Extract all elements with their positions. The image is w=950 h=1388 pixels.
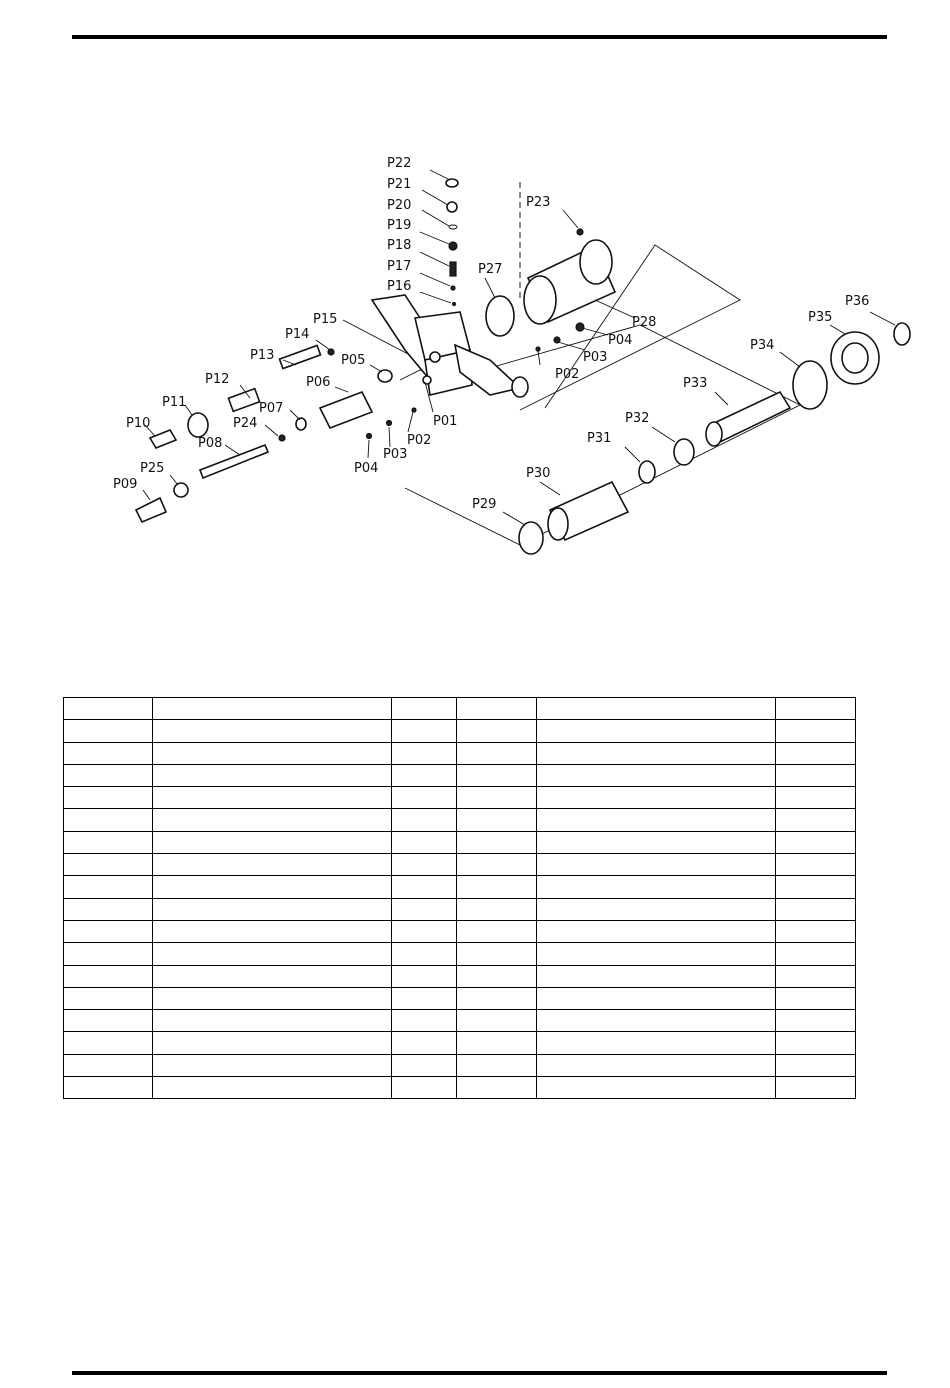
table-cell	[537, 787, 776, 809]
callout-p21: P21	[387, 177, 412, 192]
table-row	[64, 742, 856, 764]
table-cell	[537, 943, 776, 965]
callout-p05: P05	[341, 353, 366, 368]
table-row	[64, 1010, 856, 1032]
table-cell	[392, 920, 457, 942]
table-cell	[537, 698, 776, 720]
table-cell	[457, 876, 537, 898]
callout-p13: P13	[250, 348, 275, 363]
callout-p15: P15	[313, 312, 338, 327]
callout-p31: P31	[587, 431, 612, 446]
callout-p22: P22	[387, 156, 412, 171]
table-cell	[457, 720, 537, 742]
reservoir-tube	[524, 229, 615, 324]
table-cell	[457, 831, 537, 853]
table-cell	[457, 764, 537, 786]
table-cell	[392, 787, 457, 809]
table-cell	[64, 742, 153, 764]
bottom-rule	[72, 1371, 887, 1375]
table-row	[64, 943, 856, 965]
callout-p25: P25	[140, 461, 165, 476]
table-row	[64, 787, 856, 809]
table-cell	[776, 965, 856, 987]
table-cell	[392, 1032, 457, 1054]
table-cell	[64, 1032, 153, 1054]
table-cell	[153, 876, 392, 898]
table-cell	[776, 1077, 856, 1099]
table-cell	[64, 831, 153, 853]
callout-p17: P17	[387, 259, 412, 274]
table-cell	[537, 720, 776, 742]
table-cell	[392, 943, 457, 965]
callout-p04: P04	[354, 461, 379, 476]
table-row	[64, 1077, 856, 1099]
table-cell	[537, 1054, 776, 1076]
table-cell	[153, 920, 392, 942]
table-cell	[392, 698, 457, 720]
table-cell	[392, 1054, 457, 1076]
callout-p36: P36	[845, 294, 870, 309]
table-cell	[392, 876, 457, 898]
table-cell	[392, 720, 457, 742]
table-cell	[64, 809, 153, 831]
table-cell	[776, 787, 856, 809]
table-cell	[392, 854, 457, 876]
table-cell	[392, 898, 457, 920]
table-cell	[537, 742, 776, 764]
table-cell	[153, 1032, 392, 1054]
table-cell	[776, 987, 856, 1009]
table-cell	[153, 965, 392, 987]
table-cell	[776, 809, 856, 831]
table-row	[64, 1054, 856, 1076]
table-cell	[537, 898, 776, 920]
table-cell	[537, 809, 776, 831]
table-row	[64, 987, 856, 1009]
table-cell	[457, 809, 537, 831]
table-cell	[64, 787, 153, 809]
table-cell	[153, 898, 392, 920]
callout-p04: P04	[608, 333, 633, 348]
callout-p27: P27	[478, 262, 503, 277]
table-cell	[457, 787, 537, 809]
table-cell	[153, 698, 392, 720]
table-row	[64, 898, 856, 920]
table-cell	[457, 943, 537, 965]
table-cell	[776, 920, 856, 942]
table-row	[64, 854, 856, 876]
table-row	[64, 809, 856, 831]
table-cell	[776, 764, 856, 786]
table-cell	[537, 1010, 776, 1032]
callout-p28: P28	[632, 315, 657, 330]
callout-p06: P06	[306, 375, 331, 390]
table-cell	[64, 764, 153, 786]
table-row	[64, 965, 856, 987]
table-row	[64, 764, 856, 786]
table-cell	[64, 698, 153, 720]
o-ring-p27	[486, 296, 514, 336]
table-cell	[537, 876, 776, 898]
table-row	[64, 720, 856, 742]
callout-p18: P18	[387, 238, 412, 253]
table-cell	[64, 1054, 153, 1076]
table-cell	[153, 742, 392, 764]
table-cell	[153, 1054, 392, 1076]
callout-p32: P32	[625, 411, 650, 426]
valve-stack	[446, 179, 458, 306]
table-cell	[392, 987, 457, 1009]
callout-p07: P07	[259, 401, 284, 416]
table-cell	[776, 876, 856, 898]
callout-p35: P35	[808, 310, 833, 325]
table-cell	[392, 742, 457, 764]
table-cell	[776, 720, 856, 742]
callout-p33: P33	[683, 376, 708, 391]
table-cell	[537, 1032, 776, 1054]
table-cell	[776, 943, 856, 965]
table-cell	[776, 854, 856, 876]
callout-p29: P29	[472, 497, 497, 512]
table-cell	[537, 987, 776, 1009]
table-cell	[153, 720, 392, 742]
callout-p03: P03	[583, 350, 608, 365]
callout-p11: P11	[162, 395, 187, 410]
table-row	[64, 1032, 856, 1054]
table-cell	[537, 854, 776, 876]
table-cell	[392, 1077, 457, 1099]
table-cell	[153, 1010, 392, 1032]
table-cell	[457, 1077, 537, 1099]
table-cell	[64, 720, 153, 742]
table-cell	[153, 854, 392, 876]
table-cell	[64, 876, 153, 898]
table-row	[64, 920, 856, 942]
table-cell	[392, 965, 457, 987]
table-cell	[537, 920, 776, 942]
callout-p24: P24	[233, 416, 258, 431]
callout-p12: P12	[205, 372, 230, 387]
table-cell	[64, 1010, 153, 1032]
callout-p30: P30	[526, 466, 551, 481]
table-cell	[457, 987, 537, 1009]
callout-p14: P14	[285, 327, 310, 342]
callout-p02: P02	[555, 367, 580, 382]
table-cell	[64, 987, 153, 1009]
callout-p09: P09	[113, 477, 138, 492]
table-cell	[776, 898, 856, 920]
callout-p20: P20	[387, 198, 412, 213]
table-cell	[457, 742, 537, 764]
table-cell	[153, 987, 392, 1009]
table-cell	[457, 1010, 537, 1032]
table-cell	[392, 809, 457, 831]
table-cell	[537, 764, 776, 786]
table-cell	[457, 965, 537, 987]
callout-p23: P23	[526, 195, 551, 210]
callout-p08: P08	[198, 436, 223, 451]
callout-p03: P03	[383, 447, 408, 462]
table-cell	[64, 943, 153, 965]
table-cell	[153, 787, 392, 809]
table-cell	[776, 698, 856, 720]
table-cell	[64, 1077, 153, 1099]
table-cell	[776, 1010, 856, 1032]
table-cell	[392, 831, 457, 853]
callout-p02: P02	[407, 433, 432, 448]
table-cell	[537, 1077, 776, 1099]
parts-list-body	[64, 698, 856, 1099]
table-cell	[392, 1010, 457, 1032]
table-cell	[64, 854, 153, 876]
callout-p34: P34	[750, 338, 775, 353]
table-cell	[457, 854, 537, 876]
table-cell	[776, 1054, 856, 1076]
table-cell	[153, 831, 392, 853]
callout-p01: P01	[433, 414, 458, 429]
callout-p19: P19	[387, 218, 412, 233]
table-cell	[457, 1032, 537, 1054]
callout-p16: P16	[387, 279, 412, 294]
table-cell	[392, 764, 457, 786]
parts-list-table	[63, 697, 856, 1099]
table-cell	[457, 920, 537, 942]
table-cell	[537, 831, 776, 853]
table-cell	[457, 698, 537, 720]
callout-p10: P10	[126, 416, 151, 431]
table-cell	[457, 1054, 537, 1076]
table-cell	[64, 920, 153, 942]
exploded-parts-diagram	[0, 0, 950, 600]
table-cell	[64, 965, 153, 987]
table-row	[64, 831, 856, 853]
table-cell	[153, 1077, 392, 1099]
table-cell	[153, 943, 392, 965]
ram-assembly	[519, 323, 910, 554]
table-cell	[457, 898, 537, 920]
table-row	[64, 698, 856, 720]
table-cell	[64, 898, 153, 920]
table-cell	[776, 831, 856, 853]
table-row	[64, 876, 856, 898]
table-cell	[776, 1032, 856, 1054]
table-cell	[537, 965, 776, 987]
table-cell	[776, 742, 856, 764]
table-cell	[153, 809, 392, 831]
table-cell	[153, 764, 392, 786]
